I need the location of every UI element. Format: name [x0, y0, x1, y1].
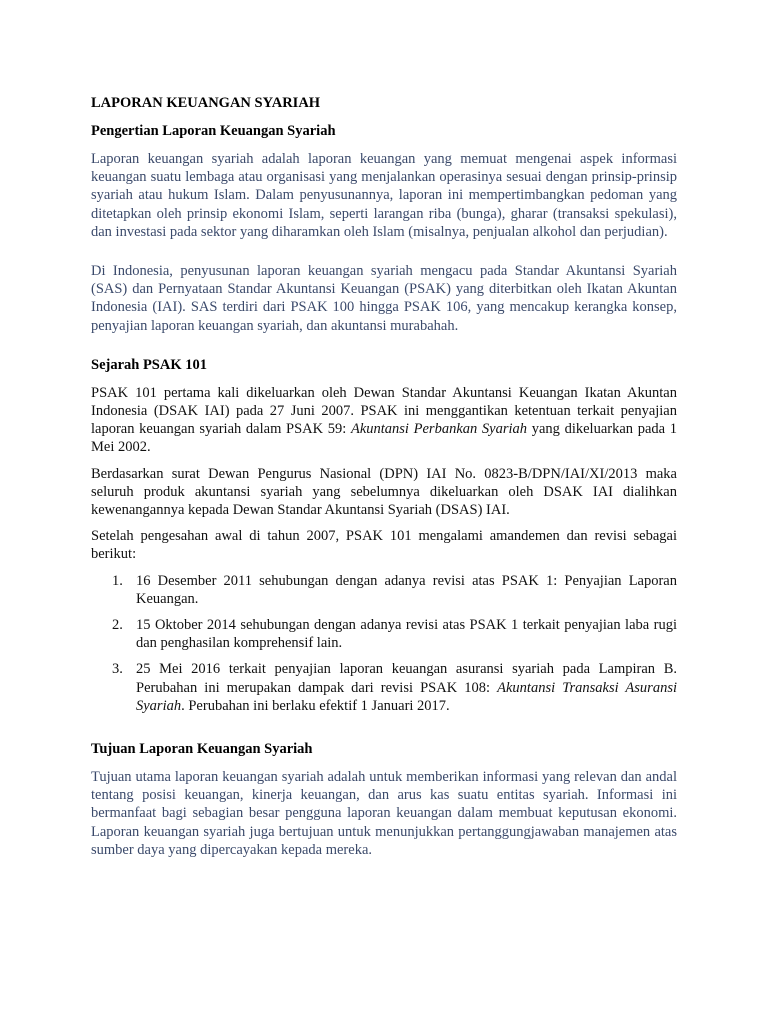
paragraph-indonesia-standards: Di Indonesia, penyusunan laporan keuangan syariah mengacu pada Standar Akuntansi Syariah (SAS) dan Pernyataan Standar Akuntansi Keuangan (PSAK) yang diterbitkan oleh Ikatan Akuntan Indonesia (IAI). SAS terdiri dari PSAK 100 hingga PSAK 106, yang mencakup kerangka konsep, penyajian laporan keuangan syariah, dan akuntansi murabahah.: [91, 263, 677, 334]
list-item: [91, 572, 677, 608]
section-heading-pengertian: Pengertian Laporan Keuangan Syariah: [91, 123, 336, 139]
list-item-text-italic: Akuntansi Transaksi Asuransi Syariah: [136, 679, 677, 714]
list-item-text-start: 25 Mei 2016 terkait penyajian laporan keuangan asuransi syariah pada Lampiran B. Perubahan ini merupakan dampak dari revisi PSAK 108:: [136, 661, 677, 696]
list-item-text: 16 Desember 2011 sehubungan dengan adanya revisi atas PSAK 1: Penyajian Laporan Keuangan.: [136, 572, 677, 607]
document-title: LAPORAN KEUANGAN SYARIAH: [91, 95, 321, 111]
list-item-text-end: . Perubahan ini berlaku efektif 1 Januari 2017.: [181, 697, 450, 714]
list-item-number: 1.: [112, 572, 123, 589]
revisions-list: [91, 572, 677, 715]
list-item-number: 3.: [112, 661, 123, 678]
history-text-start: PSAK 101 pertama kali dikeluarkan oleh Dewan Standar Akuntansi Keuangan Ikatan Akuntan Indonesia (DSAK IAI) pada 27 Juni 2007. PSAK ini menggantikan ketentuan terkait penyajian laporan keuangan syariah dalam PSAK 59:: [91, 384, 677, 438]
paragraph-psak101-history: [91, 384, 677, 457]
list-item: [91, 616, 677, 652]
history-text-italic: Akuntansi Perbankan Syariah: [350, 421, 528, 438]
history-text-end: yang dikeluarkan pada 1 Mei 2002.: [91, 421, 677, 456]
paragraph-amendments-intro: Setelah pengesahan awal di tahun 2007, PSAK 101 mengalami amandemen dan revisi sebagai berikut:: [91, 528, 677, 563]
list-item-number: 2.: [112, 617, 123, 634]
paragraph-purpose: Tujuan utama laporan keuangan syariah adalah untuk memberikan informasi yang relevan dan andal tentang posisi keuangan, kinerja keuangan, dan arus kas suatu entitas syariah. Informasi ini bermanfaat bagi sebagian besar pengguna laporan keuangan dalam membuat keputusan ekonomi. Laporan keuangan syariah juga bertujuan untuk menunjukkan pertanggungjawaban manajemen atas sumber daya yang dipercayakan kepada mereka.: [91, 769, 677, 858]
list-item: [91, 660, 677, 715]
document-page: [91, 94, 677, 867]
paragraph-dpn-letter: Berdasarkan surat Dewan Pengurus Nasional (DPN) IAI No. 0823-B/DPN/IAI/XI/2013 maka seluruh produk akuntansi syariah yang sebelumnya dikeluarkan oleh DSAK IAI dialihkan kewenangannya kepada Dewan Standar Akuntansi Syariah (DSAS) IAI.: [91, 465, 677, 519]
section-heading-tujuan: Tujuan Laporan Keuangan Syariah: [91, 741, 313, 758]
list-item-text: 15 Oktober 2014 sehubungan dengan adanya revisi atas PSAK 1 terkait penyajian laba rugi dan penghasilan komprehensif lain.: [136, 617, 677, 652]
section-heading-sejarah: Sejarah PSAK 101: [91, 356, 207, 373]
paragraph-definition: Laporan keuangan syariah adalah laporan keuangan yang memuat mengenai aspek informasi keuangan suatu lembaga atau organisasi yang menjalankan operasinya sesuai dengan prinsip-prinsip syariah atau hukum Islam. Dalam penyusunannya, laporan ini mempertimbangkan pedoman yang ditetapkan oleh prinsip ekonomi Islam, seperti larangan riba (bunga), gharar (transaksi spekulasi), dan investasi pada sektor yang diharamkan oleh Islam (misalnya, penjualan alkohol dan perjudian).: [91, 151, 677, 240]
